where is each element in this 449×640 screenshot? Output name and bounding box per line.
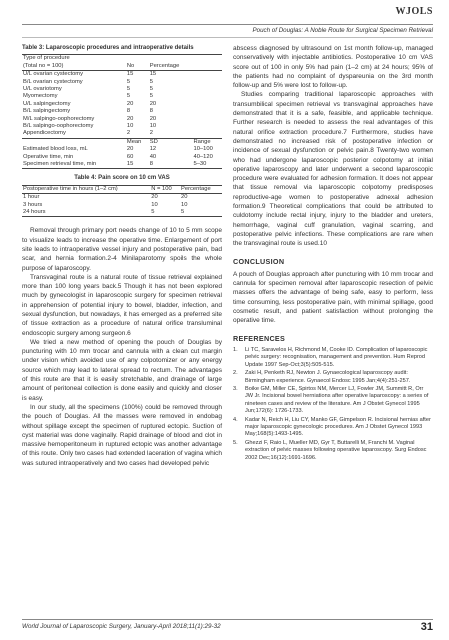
table-cell: 40 [149, 153, 157, 160]
table-cell: 5 [149, 78, 153, 85]
table-cell [192, 130, 222, 138]
reference-text: Zaki H, Penketh RJ, Newton J. Gynaecological laparoscopy audit: Birmingham experience. Gynaecol Endosc 1995 Jan;4(4):251-257. [245, 370, 411, 384]
table3-row [22, 86, 222, 93]
table-cell: Estimated blood loss, mL [23, 146, 88, 153]
header-rule-lower [22, 37, 433, 38]
left-column [22, 44, 222, 468]
reference-item [233, 440, 433, 462]
table-cell: 5 [149, 93, 153, 100]
table-cell: 5 [126, 78, 131, 85]
table-cell: 5 [126, 85, 131, 92]
table-cell: M/L salpingo-oophorectomy [23, 115, 95, 122]
table-cell [192, 86, 222, 93]
reference-number: 1. [233, 346, 238, 353]
table3-row [22, 93, 222, 100]
body-paragraph: Transvaginal route is a natural route of tissue retrieval explained more than 100 long years back.5 Though it has not been explored much by gynecologist in laparoscopic surgery for specimen retrieval in apprehension of potential injury to bowel, bladder, infection, and sexual dysfunction, but nowadays, it has emerged as a preferred site of tissue extraction as a procedure of natural orifice transluminal endoscopic surgery among surgeon.6 [22, 273, 222, 337]
table-cell: 20 [126, 146, 134, 153]
table3-row [22, 79, 222, 86]
reference-number: 2. [233, 370, 238, 377]
reference-text: Boike GM, Miller CE, Spirtos NM, Mercer LJ, Fowler JM, Summitt R, Orr JW Jr. Incisional bowel herniations after operative laparoscopy: a series of nineteen cases and review of the literature. Am J Obstet Gynecol 1995 Jun;172(6): 1726-1733. [245, 385, 429, 415]
conclusion-text: A pouch of Douglas approach after puncturing with 10 mm trocar and cannula for specimen removal after laparoscopic resection of pelvic masses offers the advantage of being safe, easy to perform, less time consuming, less postoperative pain, with minimal spillage, good cosmetic result, and patient satisfaction without prolonging the operative time. [233, 270, 433, 325]
table-cell [192, 116, 222, 123]
table4-row [22, 194, 222, 202]
table-cell: U/L ovariotomy [23, 85, 62, 92]
table4-caption: Table 4: Pain score on 10 cm VAS [74, 175, 170, 182]
table-cell: 3 hours [23, 201, 43, 208]
table-cell: 5 [150, 209, 180, 217]
table3-caption: Table 3: Laparoscopic procedures and intraoperative details [22, 45, 194, 51]
table-cell: 20 [151, 194, 158, 201]
table-cell: 60 [126, 153, 134, 160]
table3-row [22, 130, 222, 138]
reference-number: 3. [233, 385, 238, 392]
table-cell: 10 [126, 122, 134, 129]
table-cell: 10 [181, 201, 188, 208]
running-title: Pouch of Douglas: A Noble Route for Surgical Specimen Retrieval [252, 27, 433, 34]
table-cell: 8 [149, 161, 193, 169]
reference-item [233, 386, 433, 416]
table-cell: 20 [149, 115, 157, 122]
table-cell: 5 [126, 93, 131, 100]
table3-stat-row [22, 161, 222, 169]
table3-head-cell: Type of procedure [22, 55, 126, 63]
reference-number: 4. [233, 416, 238, 423]
reference-text: Kadar N, Reich H, Liu CY, Manko GF, Gimpelson R. Incisional hernias after major laparoscopic gynecologic procedures. Am J Obstet Gynecol 1993 May;168(5):1493-1495. [245, 416, 431, 438]
table-cell: 8 [126, 108, 131, 115]
table3-header: (Total no = 100) No Percentage [22, 63, 222, 71]
table-cell: 5–30 [192, 161, 222, 169]
table3-stat-header: Mean SD Range [126, 138, 211, 145]
table-cell: 2 [149, 130, 193, 138]
body-paragraph: Studies comparing traditional laparoscopic approaches with transumbilical specimen retrieval vs transvaginal approaches have demonstrated that it is a safe, feasible, and applicable technique. Further research is needed to assess the real advantages of this natural orifice extraction procedure.7 Furthermore, studies have demonstrated no increased risk of postoperative infection or incidence of sexual dysfunction or pelvic pain.8 Twenty-two women who had undergone laparoscopic posterior colpotomy at initial operative laparoscopy and later underwent a second laparoscopic procedure were evaluated for adhesion formation. It does not appear that tissue removal via laparoscopic colpotomy predisposes reproductive-age women to postoperative adnexal adhesion formation.9 Theoretical complications that could be attributed to culdotomy include rectal injury, injury to the bladder and ureters, hemorrhage, vaginal cuff granulation, vaginal scarring, and postoperative pelvic infections. These complications are rare when the transvaginal route is used.10 [233, 91, 433, 248]
table3-row [22, 123, 222, 130]
table-cell [192, 93, 222, 100]
right-body-text [233, 44, 433, 249]
table-cell: Operative time, min [23, 153, 74, 160]
body-paragraph: We tried a new method of opening the pouch of Douglas by puncturing with 10 mm trocar and cannula with a clean cut margin under vision which avoided use of any colpotomizer or any energy source which may lead to lateral spread to rectum. The advantages of this route are that it is easily stretchable, and drainage of large amount of peritoneal collection is done easily and quickly and closer is easy. [22, 338, 222, 402]
table4-row [22, 202, 222, 209]
references-heading: REFERENCES [233, 333, 286, 343]
body-paragraph: In our study, all the specimens (100%) could be removed through the pouch of Douglas. All the masses were removed in endobag without spillage except the specimen of ruptured ectopic. Suction of cyst material was done vaginally. Rapid drainage of blood and clot in massive hemoperitoneum in ruptured ectopic was another advantage of this route. Only two cases had extended laceration of vagina which was sutured intraoperatively and two cases had developed pelvic [22, 403, 222, 467]
table-cell: 15 [126, 161, 149, 169]
table-cell: B/L salpingo-oophorectomy [23, 122, 94, 129]
table3-head-cell: (Total no = 100) [22, 63, 126, 71]
body-paragraph: Removal through primary port needs change of 10 to 5 mm scope to visualize leads to increase the operative time. Enlargement of port site leads to intraoperative vessel injury and postoperative pain, bad scar, and hernia formation.2-4 Minilaparotomy spoils the whole purpose of laparoscopy. [22, 227, 222, 272]
table-cell: 20 [126, 100, 134, 107]
table-cell: 2 [126, 130, 149, 138]
table-cell: 24 hours [22, 209, 150, 217]
table3-row [22, 71, 222, 79]
table-cell: 5 [149, 85, 153, 92]
table3-header-top [22, 55, 222, 63]
reference-number: 5. [233, 439, 238, 446]
table3-row [22, 101, 222, 108]
table-cell: 10–100 [193, 146, 213, 153]
table-cell: Specimen retrieval time, min [22, 161, 126, 169]
table-cell: U/L ovarian cystectomy [23, 71, 84, 78]
table-cell: 5 [180, 209, 222, 217]
table-cell: 10 [151, 201, 158, 208]
right-column [233, 44, 433, 463]
table-cell [192, 79, 222, 86]
table4-row [22, 209, 222, 217]
reference-text: Li TC, Saravelos H, Richmond M, Cooke ID. Complication of laparoscopic pelvic surgery: recognisation, management and prevention. Hum Reprod Update 1997 Sep-Oct;3(5):505-515. [245, 346, 428, 368]
table-cell: Appendicectomy [22, 130, 126, 138]
table-cell: 12 [149, 146, 157, 153]
table3-stat-row [22, 146, 222, 153]
table-cell: 20 [149, 100, 157, 107]
table3-stat-row [22, 154, 222, 161]
table-cell: 20 [181, 194, 188, 201]
journal-abbrev: WJOLS [395, 6, 433, 17]
reference-item [233, 347, 433, 369]
table3-row [22, 108, 222, 115]
table-cell: 15 [126, 71, 134, 78]
footer-rule [22, 619, 433, 620]
table-cell: 10 [149, 122, 157, 129]
left-body-text [22, 226, 222, 468]
table4 [22, 185, 222, 218]
reference-item [233, 370, 433, 385]
table-cell: Myomectomy [23, 93, 58, 100]
table-cell: 8 [149, 108, 153, 115]
reference-list [233, 347, 433, 462]
page-number: 31 [420, 621, 433, 633]
table-cell: 40–120 [193, 153, 213, 160]
table-cell [192, 108, 222, 115]
table-cell [192, 123, 222, 130]
table3-row [22, 116, 222, 123]
footer-citation: World Journal of Laparoscopic Surgery, January-April 2018;11(1):29-32 [22, 623, 221, 630]
table-cell: B/L ovarian cystectomy [23, 78, 83, 85]
table-cell [192, 71, 222, 79]
table-cell [192, 101, 222, 108]
table-cell: 1 hour [23, 194, 40, 201]
body-paragraph: abscess diagnosed by ultrasound on 1st month follow-up, managed conservatively with injectable antibiotics. Postoperative 10 cm VAS score out of 100 in only 5% had pain (1–2 cm) at 24 hours; 95% of the patients had no complaint of dyspareunia on the 3rd month follow-up and 5% were lost to follow-up. [233, 45, 433, 90]
table-cell: U/L salpingectomy [23, 100, 71, 107]
conclusion-heading: CONCLUSION [233, 256, 285, 266]
table-cell: B/L salpingectomy [23, 108, 71, 115]
table4-header: Postoperative time in hours (1–2 cm) N = 100 Percentage [22, 185, 222, 193]
reference-item [233, 417, 433, 439]
table3 [22, 54, 222, 169]
header-rule [22, 24, 433, 25]
table-cell: 15 [149, 71, 157, 78]
reference-text: Ghezzi F, Raio L, Mueller MD, Gyr T, Buttarelli M, Franchi M. Vaginal extraction of pelvic masses following operative laparoscopy. Surg Endosc 2002 Dec;16(12):1691-1696. [245, 439, 427, 461]
table-cell: 20 [126, 115, 134, 122]
